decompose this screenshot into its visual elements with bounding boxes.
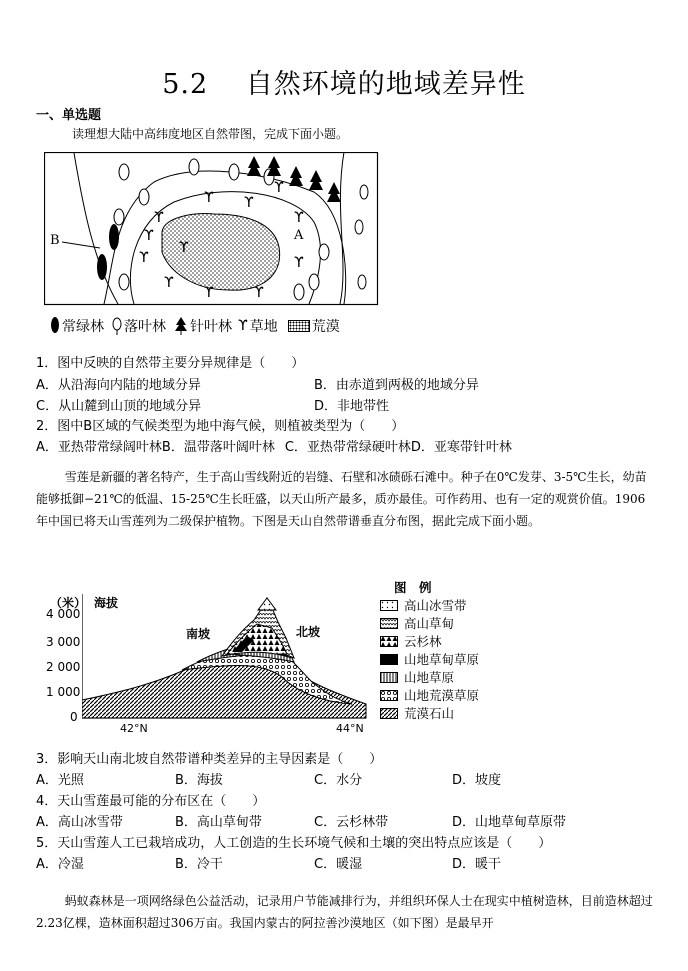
desert-icon [288,320,310,332]
q2-option-b: B．温带落叶阔叶林 [161,440,275,455]
rocky-desert-icon [380,708,398,719]
q5-option-c: C．暖湿 [314,857,363,872]
profile-y-tick-1000: 1 000 [46,685,81,699]
q2-option-d: D．亚寒带针叶林 [410,440,512,455]
q3-option-c: C．水分 [314,773,363,788]
page-title: 5.2 自然环境的地域差异性 [162,69,526,100]
svg-text:ϒ: ϒ [274,180,284,196]
q5-option-b: B．冷干 [175,857,223,872]
legend-desert-steppe: 山地荒漠草原 [404,688,480,703]
legend-rocky-desert: 荒漠石山 [404,706,455,721]
x-tick-44n: 44°N [336,722,364,735]
svg-text:ϒ: ϒ [204,285,214,301]
passage-3: 蚂蚁森林是一项网络绿色公益活动，记录用户节能减排行为，并组织环保人士在现实中植树造林，目前造林超过2.23亿棵，造林面积超过306万亩。我国内蒙古的阿拉善沙漠地区（如下图）是最早开 [36,894,653,930]
legend-desert: 荒漠 [311,319,340,335]
snow-icon [380,600,398,611]
question-3: 3．影响天山南北坡自然带谱种类差异的主导因素是（ ） [36,752,383,767]
map-label-a: A [294,228,304,243]
profile-legend-title: 图 例 [394,580,432,595]
legend-alpine-meadow: 高山草甸 [404,616,455,631]
legend-steppe: 山地草原 [404,670,455,685]
south-slope-label: 南坡 [186,627,211,641]
profile-y-tick-0: 0 [70,710,78,724]
map-legend [50,316,340,336]
evergreen-forest-icon [50,317,60,335]
svg-text:ϒ: ϒ [244,195,254,211]
q3-option-a: A．光照 [36,773,84,788]
q2-options [36,436,512,455]
q2-option-c: C．亚热带常绿硬叶林 [284,440,411,455]
map-label-b: B [50,233,60,248]
q5-option-d: D．暖干 [452,857,502,872]
svg-text:ϒ: ϒ [254,285,264,301]
q2-option-a: A．亚热带常绿阔叶林 [36,440,162,455]
q1-option-b: B．由赤道到两极的地域分异 [314,378,479,393]
intro-text-1: 读理想大陆中高纬度地区自然带图，完成下面小题。 [72,127,349,141]
svg-text:ϒ: ϒ [139,250,149,266]
north-slope-label: 北坡 [296,625,321,639]
q3-option-d: D．坡度 [452,773,502,788]
deciduous-forest-icon [112,317,122,335]
coniferous-forest-icon [174,317,188,335]
svg-text:ϒ: ϒ [144,228,154,244]
legend-meadow-steppe: 山地草甸草原 [404,652,480,667]
q4-option-d: D．山地草甸草原带 [452,815,567,830]
profile-legend [380,578,500,728]
profile-y-tick-4000: 4 000 [46,607,81,621]
q1-option-d: D．非地带性 [314,399,390,414]
svg-text:ϒ: ϒ [294,255,304,271]
mountain-steppe-icon [380,672,398,683]
svg-text:ϒ: ϒ [164,275,174,291]
question-2: 2．图中B区域的气候类型为地中海气候，则植被类型为（ ） [36,419,405,434]
question-4: 4．天山雪莲最可能的分布区在（ ） [36,794,266,809]
profile-y-title: 海拔 [94,596,119,610]
q3-option-b: B．海拔 [175,773,223,788]
grassland-icon: ϒ [238,318,248,334]
profile-y-tick-3000: 3 000 [46,635,81,649]
q4-option-c: C．云杉林带 [314,815,389,830]
x-tick-42n: 42°N [120,722,148,735]
legend-grassland: 草地 [249,319,278,335]
tianshan-profile-chart [82,592,372,724]
svg-text:ϒ: ϒ [294,210,304,226]
meadow-steppe-icon [380,654,398,665]
question-5: 5．天山雪莲人工已栽培成功，人工创造的生长环境气候和土壤的突出特点应该是（ ） [36,836,552,851]
natural-belt-map [44,152,379,312]
spruce-forest-icon [380,636,398,647]
alpine-meadow-icon [380,618,398,629]
map-b-pointer [62,240,102,250]
question-1: 1．图中反映的自然带主要分异规律是（ ） [36,356,305,371]
profile-y-unit: （米） [50,596,87,610]
legend-evergreen: 常绿林 [62,319,104,335]
section-heading: 一、单选题 [36,108,102,123]
legend-snow: 高山冰雪带 [404,598,467,613]
legend-deciduous: 落叶林 [124,319,166,335]
svg-text:ϒ: ϒ [204,190,214,206]
legend-spruce: 云杉林 [404,634,442,649]
svg-text:ϒ: ϒ [154,210,164,226]
q1-option-a: A．从沿海向内陆的地域分异 [36,378,201,393]
legend-coniferous: 针叶林 [190,319,232,335]
q5-option-a: A．冷湿 [36,857,84,872]
profile-y-tick-2000: 2 000 [46,660,81,674]
desert-steppe-icon [380,690,398,701]
svg-text:ϒ: ϒ [179,240,189,256]
q4-option-b: B．高山草甸带 [175,815,262,830]
passage-2: 雪莲是新疆的著名特产，生于高山雪线附近的岩缝、石壁和冰碛砾石滩中。种子在0℃发芽、3-5℃生长，幼苗能够抵御−21℃的低温、15-25℃生长旺盛，以天山所产最多，质亦最佳。可作药用、也有一定的观赏价值。1906年中国已将天山雪莲列为二级保护植物。下图是天山自然带谱垂直分布图，据此完成下面小题。 [36,470,647,528]
q1-option-c: C．从山麓到山顶的地域分异 [36,399,202,414]
q4-option-a: A．高山冰雪带 [36,815,123,830]
